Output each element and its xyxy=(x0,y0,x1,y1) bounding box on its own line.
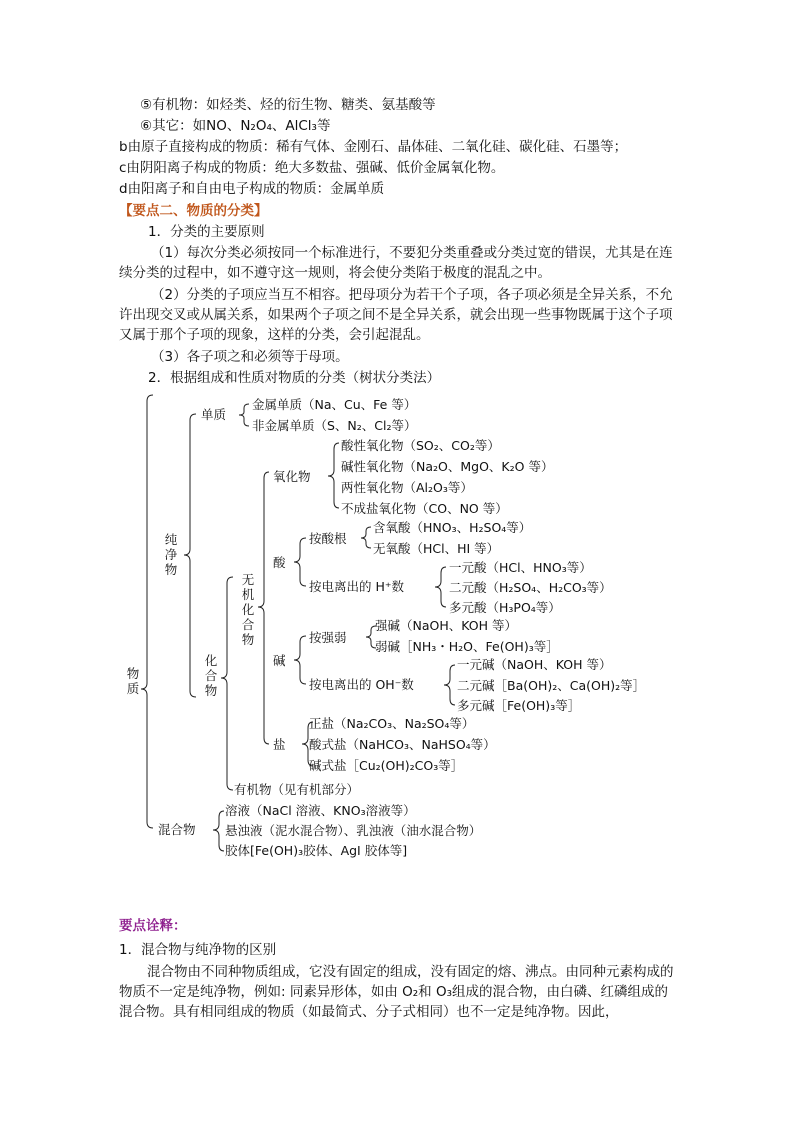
leaf-normal-salt: 正盐（Na₂CO₃、Na₂SO₄等） xyxy=(309,716,475,731)
leaf-dibase: 二元碱［Ba(OH)₂、Ca(OH)₂等］ xyxy=(457,678,646,693)
node-salt: 盐 xyxy=(273,737,286,752)
node-substance: 物质 xyxy=(126,666,140,696)
leaf-basic-salt: 碱式盐［Cu₂(OH)₂CO₃等］ xyxy=(309,758,464,773)
intro-line-organic: ⑤有机物：如烃类、烃的衍生物、糖类、氨基酸等 xyxy=(140,97,436,113)
node-organic: 有机物（见有机部分） xyxy=(234,782,360,797)
rule-1: （1）每次分类必须按同一个标准进行，不要犯分类重叠或分类过宽的错误，尤其是在连续分类的过程中，如不遵守这一规则，将会使分类陷于极度的混乱之中。 xyxy=(119,245,673,281)
node-oxide: 氧化物 xyxy=(273,469,311,484)
leaf-monoacid: 一元酸（HCl、HNO₃等） xyxy=(449,560,592,575)
leaf-anoxyacid: 无氧酸（HCl、HI 等） xyxy=(373,541,500,556)
leaf-weak-base: 弱碱［NH₃・H₂O、Fe(OH)₃等］ xyxy=(375,639,559,654)
leaf-acid-salt: 酸式盐（NaHCO₃、NaHSO₄等） xyxy=(309,737,496,752)
node-acid: 酸 xyxy=(273,555,286,570)
node-base: 碱 xyxy=(273,653,286,668)
leaf-strong-base: 强碱（NaOH、KOH 等） xyxy=(375,618,517,633)
section-heading-classification: 【要点二、物质的分类】 xyxy=(119,203,268,219)
leaf-solution: 溶液（NaCl 溶液、KNO₃溶液等） xyxy=(225,803,416,818)
leaf-metal-element: 金属单质（Na、Cu、Fe 等） xyxy=(252,397,417,412)
leaf-polyacid: 多元酸（H₃PO₄等） xyxy=(449,600,561,615)
leaf-nonmetal-element: 非金属单质（S、N₂、Cl₂等） xyxy=(252,418,417,433)
leaf-amphoteric-oxide: 两性氧化物（Al₂O₃等） xyxy=(341,480,473,495)
intro-line-metals: d由阳离子和自由电子构成的物质：金属单质 xyxy=(119,181,385,197)
node-by-acid-radical: 按酸根 xyxy=(309,531,347,546)
node-by-strength: 按强弱 xyxy=(309,630,347,645)
rule-3: （3）各子项之和必须等于母项。 xyxy=(151,349,349,365)
leaf-monobase: 一元碱（NaOH、KOH 等） xyxy=(457,657,612,672)
principles-title: 1．分类的主要原则 xyxy=(148,224,265,240)
leaf-diacid: 二元酸（H₂SO₄、H₂CO₃等） xyxy=(449,580,612,595)
explanation-title: 1．混合物与纯净物的区别 xyxy=(119,942,277,958)
node-inorganic-compound: 无机化合物 xyxy=(241,572,255,647)
explanation-paragraph: 混合物由不同种物质组成，它没有固定的组成，没有固定的熔、沸点。由同种元素构成的物质不一定是纯净物，例如: 同素异形体，如由 O₂和 O₃组成的混合物，由白磷、红磷组成的混合物。具有相同组成的物质（如最简式、分子式相同）也不一定是纯净物。因此， xyxy=(119,964,674,1020)
section-heading-explanation: 要点诠释： xyxy=(119,918,187,934)
leaf-colloid: 胶体[Fe(OH)₃胶体、AgI 胶体等] xyxy=(225,843,408,858)
node-pure-substance: 纯净物 xyxy=(164,532,178,577)
node-simple-substance: 单质 xyxy=(201,407,227,422)
tree-title: 2．根据组成和性质对物质的分类（树状分类法） xyxy=(148,370,441,386)
node-by-h-count: 按电离出的 H⁺数 xyxy=(309,579,404,594)
node-by-oh-count: 按电离出的 OH⁻数 xyxy=(309,677,414,692)
leaf-suspension-emulsion: 悬浊液（泥水混合物）、乳浊液（油水混合物） xyxy=(225,823,482,838)
node-compound: 化合物 xyxy=(204,653,218,698)
intro-line-ions: c由阴阳离子构成的物质：绝大多数盐、强碱、低价金属氧化物。 xyxy=(119,160,505,176)
leaf-nonsalt-oxide: 不成盐氧化物（CO、NO 等） xyxy=(341,501,508,516)
leaf-basic-oxide: 碱性氧化物（Na₂O、MgO、K₂O 等） xyxy=(341,459,554,474)
intro-line-other: ⑥其它：如NO、N₂O₄、AlCl₃等 xyxy=(140,118,331,134)
leaf-acidic-oxide: 酸性氧化物（SO₂、CO₂等） xyxy=(341,438,500,453)
leaf-oxyacid: 含氧酸（HNO₃、H₂SO₄等） xyxy=(373,520,532,535)
leaf-polybase: 多元碱［Fe(OH)₃等］ xyxy=(457,698,581,713)
intro-line-atoms: b由原子直接构成的物质：稀有气体、金刚石、晶体硅、二氧化硅、碳化硅、石墨等； xyxy=(119,139,628,155)
node-mixture: 混合物 xyxy=(158,822,196,837)
rule-2: （2）分类的子项应当互不相容。把母项分为若干个子项，各子项必须是全异关系，不允许出现交叉或从属关系，如果两个子项之间不是全异关系，就会出现一些事物既属于这个子项又属于那个子项的现象，这样的分类，会引起混乱。 xyxy=(119,287,673,343)
